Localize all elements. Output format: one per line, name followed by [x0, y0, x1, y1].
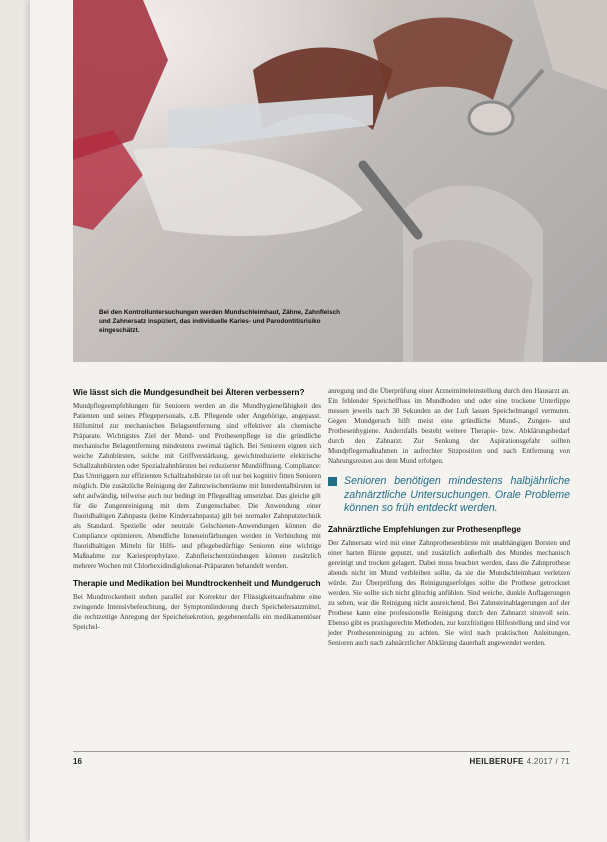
paragraph-saliva: anregung und die Überprüfung einer Arzneimitteleinstellung durch den Hausarzt an. Ein fehlender Speichelfluss im Mundboden und oder eine trockene Unterlippe messen jeweils nach 30 Sekunden an der Luft lassen Speichelmangel vermuten. Gegen Mundgeruch hilft meist eine gründliche Mund-, Zungen- und Prothesenhygiene. Andernfalls besteht weitere Therapie- bzw. Abklärungsbedarf durch den Zahnarzt. Zur Senkung der Aspirationsgefahr sollten Mundpflegemaßnahmen in aufrechter Sitzposition und nach Entfernung von Nahrungsresten aus dem Mund erfolgen. [328, 387, 570, 466]
photo-caption: Bei den Kontrolluntersuchungen werden Mundschleimhaut, Zähne, Zahnfleisch und Zahnersatz inspiziert, das individuelle Karies- und Parodontitisrisiko eingeschätzt. [99, 309, 341, 334]
magazine-name [470, 757, 570, 766]
page-footer [73, 757, 570, 769]
page-number: 16 [73, 757, 82, 766]
dental-exam-photo [73, 0, 607, 362]
issue-label: 4.2017 / 71 [526, 757, 570, 766]
section-heading-denture-care: Zahnärztliche Empfehlungen zur Prothesenpflege [328, 525, 521, 535]
footer-rule [73, 751, 570, 752]
paragraph-denture-care: Der Zahnersatz wird mit einer Zahnprothesenbürste mit unabhängigen Borsten und einer harten Bürste geputzt, und zusätzlich außerhalb des Mundes mechanisch gereinigt und trocken gelagert. Dabei muss beachtet werden, dass die Zahnprothese abends nicht im Mund verbleiben sollte, da sie die Mundschleimhaut verletzen würde. Zur Überprüfung des Reinigungserfolges sollte die Prothese getrocknet werden. Sie sollte sich nicht glitschig anfühlen. Sind weiche, dunkle Auflagerungen zu sehen, war die Reinigung nicht ausreichend. Bei Zahnsteinablagerungen auf der Prothese kann eine professionelle Reinigung durch den Zahnarzt sinnvoll sein. Ebenso gibt es praxisgerechte Methoden, zur kurzfristigen Hilfestellung und sind vor jeder Prothesenreinigung zu achten. Sie wird nach praktischen Anleitungen, Senioren auch nach zahnärztlicher Abklärung dauerhaft angewendet werden. [328, 538, 570, 648]
paragraph-oral-health: Mundpflegeempfehlungen für Senioren werden an die Mundhygienefähigkeit des Patienten und seines Pflegepersonals, z.B. Pflegende oder Angehörige, angepasst. Hilfsmittel zur mechanischen Belagsentfernung sind effektiver als chemische Präparate. Wichtigstes Ziel der Mund- und Prothesenpflege ist die gründliche mechanische Belagentfernung mindestens zweimal täglich. Bei Senioren eignen sich weiche Zahnbürsten, solche mit Griffverstärkung, gewichtreduzierte elektrische Schallzahnbürsten oder Spezialzahnbürsten bei reduzierter Mundöffnung. Compliance: Das Umtriggern zur effizienten Schallzahnbürste ist oft nur bei kognitiv fitten Senioren möglich. Die zusätzliche Reinigung der Zahnzwischenräume mit Interdentalbürsten ist sehr aufwändig, teilweise auch nur bedingt im Pflegealltag umsetzbar. Das gleiche gilt für die Zungenreinigung mit dem Zungenschaber. Die Anwendung einer fluoridhaltigen Zahnpasta (keine Kinderzahnpasta) gilt bei normaler Zahnputztechnik als Standard. Spezielle oder neutrale Gelschienen-Anwendungen können die Compliance optimieren. Abendliche Inneneinfärbungen werden in Verbindung mit fluoridhaltigen Mitteln für Hilfs- und pflegebedürftige Senioren eine wichtige Maßnahme zur Kariesprophylaxe. Zahnfleischentzündungen können zusätzlich mehrere Wochen mit Chlorhexidindiglukonat-Präparaten behandelt werden. [73, 401, 321, 571]
section-heading-dry-mouth: Therapie und Medikation bei Mundtrockenheit und Mundgeruch [73, 579, 321, 589]
paragraph-dry-mouth: Bei Mundtrockenheit stehen parallel zur Korrektur der Flüssigkeitsaufnahme eine zwingende Intensivbefeuchtung, der Symptomlinderung durch Speichelersatzmittel, die rechtzeitige Anregung der Speichelsekretion, gegebenenfalls ein medikamentöser Speichel- [73, 592, 321, 631]
section-heading-oral-health: Wie lässt sich die Mundgesundheit bei Älteren verbessern? [73, 388, 305, 397]
pull-quote [328, 475, 570, 515]
magazine-title: HEILBERUFE [469, 757, 524, 766]
pull-quote-text: Senioren benötigen mindestens halbjährliche zahnärztliche Untersuchungen. Orale Probleme können so früh entdeckt werden. [344, 475, 570, 514]
left-column [73, 388, 321, 632]
pull-quote-square-icon [328, 477, 337, 486]
right-column [328, 386, 570, 648]
